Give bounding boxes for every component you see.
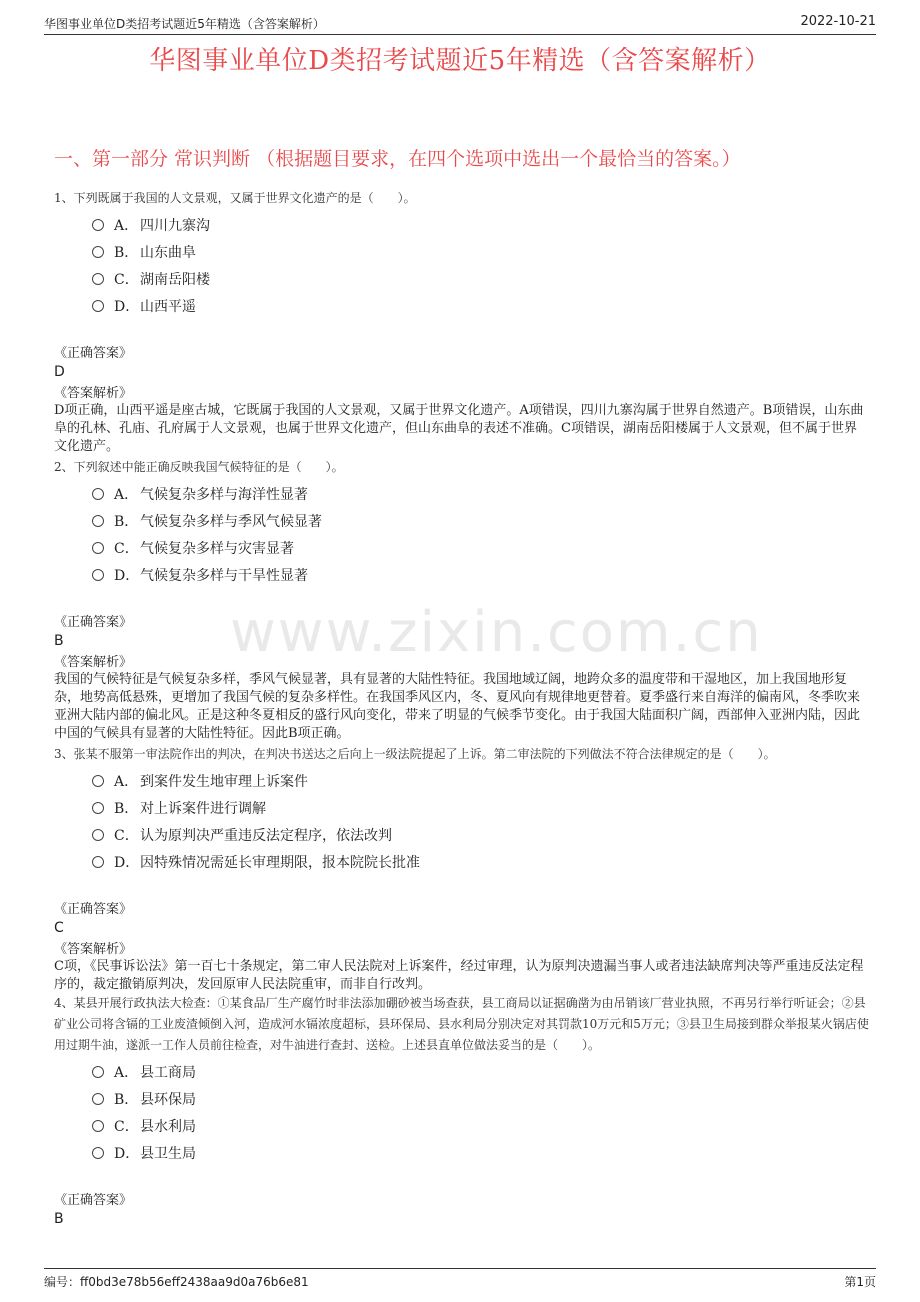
option-d[interactable]	[92, 294, 869, 321]
radio-icon[interactable]	[92, 1120, 104, 1132]
option-text: 县工商局	[140, 1065, 196, 1081]
header-title: 华图事业单位D类招考试题近5年精选（含答案解析）	[44, 17, 325, 31]
option-c[interactable]	[92, 536, 869, 563]
radio-icon[interactable]	[92, 542, 104, 554]
radio-icon[interactable]	[92, 300, 104, 312]
radio-icon[interactable]	[92, 273, 104, 285]
radio-icon[interactable]	[92, 246, 104, 258]
option-letter: D．	[114, 1146, 140, 1162]
explanation-text: C项，《民事诉讼法》第一百七十条规定，第二审人民法院对上诉案件，经过审理，认为原判决遗漏当事人或者违法缺席判决等严重违反法定程序的，裁定撤销原判决，发回原审人民法院重审，而非自行改判。	[54, 959, 864, 992]
page-footer	[44, 1268, 876, 1289]
radio-icon[interactable]	[92, 569, 104, 581]
option-letter: A．	[114, 1065, 139, 1081]
option-list	[92, 213, 869, 321]
option-text: 到案件发生地审理上诉案件	[140, 774, 308, 790]
option-text: 认为原判决严重违反法定程序，依法改判	[140, 828, 392, 844]
answer-value: D	[54, 364, 65, 380]
section-heading: 一、第一部分 常识判断 （根据题目要求，在四个选项中选出一个最恰当的答案。）	[54, 148, 741, 170]
answer-label: 《正确答案》	[54, 902, 133, 917]
radio-icon[interactable]	[92, 1066, 104, 1078]
explanation-text: D项正确，山西平遥是座古城，它既属于我国的人文景观，又属于世界文化遗产。A项错误，四川九寨沟属于世界自然遗产。B项错误，山东曲阜的孔林、孔庙、孔府属于人文景观，也属于世界文化遗产，但山东曲阜的表述不准确。C项错误，湖南岳阳楼属于人文景观，但不属于世界文化遗产。	[54, 403, 864, 454]
radio-icon[interactable]	[92, 488, 104, 500]
option-c[interactable]	[92, 267, 869, 294]
option-text: 气候复杂多样与海洋性显著	[140, 487, 308, 503]
option-c[interactable]	[92, 1114, 869, 1141]
option-text: 山东曲阜	[140, 245, 196, 261]
explanation-label: 《答案解析》	[54, 942, 133, 957]
option-letter: A．	[114, 774, 139, 790]
option-text: 县水利局	[140, 1119, 196, 1135]
radio-icon[interactable]	[92, 515, 104, 527]
option-d[interactable]	[92, 850, 869, 877]
radio-icon[interactable]	[92, 219, 104, 231]
document-id: 编号：ff0bd3e78b56eff2438aa9d0a76b6e81	[44, 1275, 309, 1289]
option-b[interactable]	[92, 1087, 869, 1114]
page-header	[44, 12, 876, 35]
option-b[interactable]	[92, 240, 869, 267]
option-a[interactable]	[92, 1060, 869, 1087]
header-date: 2022-10-21	[800, 14, 876, 29]
page-number: 第1页	[844, 1275, 876, 1289]
radio-icon[interactable]	[92, 1093, 104, 1105]
option-letter: B．	[114, 245, 139, 261]
option-letter: B．	[114, 514, 139, 530]
option-d[interactable]	[92, 1141, 869, 1168]
answer-label: 《正确答案》	[54, 346, 133, 361]
question-stem: 2、下列叙述中能正确反映我国气候特征的是（ ）。	[54, 460, 344, 474]
option-b[interactable]	[92, 796, 869, 823]
option-letter: A．	[114, 487, 139, 503]
option-letter: C．	[114, 1119, 139, 1135]
option-a[interactable]	[92, 769, 869, 796]
explanation-label: 《答案解析》	[54, 386, 133, 401]
option-text: 气候复杂多样与季风气候显著	[140, 514, 322, 530]
option-text: 对上诉案件进行调解	[140, 801, 266, 817]
option-text: 县环保局	[140, 1092, 196, 1108]
radio-icon[interactable]	[92, 829, 104, 841]
explanation-text: 我国的气候特征是气候复杂多样，季风气候显著，具有显著的大陆性特征。我国地域辽阔，地跨众多的温度带和干湿地区，加上我国地形复杂，地势高低悬殊，更增加了我国气候的复杂多样性。在我国季风区内，冬、夏风向有规律地更替着。夏季盛行来自海洋的偏南风，冬季吹来亚洲大陆内部的偏北风。正是这种冬夏相反的盛行风向变化，带来了明显的气候季节变化。由于我国大陆面积广阔，西部伸入亚洲内陆，因此中国的气候具有显著的大陆性特征。因此B项正确。	[54, 672, 861, 741]
option-text: 因特殊情况需延长审理期限，报本院院长批准	[140, 855, 420, 871]
option-b[interactable]	[92, 509, 869, 536]
question-3	[54, 744, 869, 994]
option-letter: C．	[114, 828, 139, 844]
option-text: 气候复杂多样与灾害显著	[140, 541, 294, 557]
option-a[interactable]	[92, 213, 869, 240]
option-a[interactable]	[92, 482, 869, 509]
option-letter: B．	[114, 801, 139, 817]
radio-icon[interactable]	[92, 856, 104, 868]
question-stem: 4、某县开展行政执法大检查：①某食品厂生产腐竹时非法添加硼砂被当场查获，县工商局以证据确凿为由吊销该厂营业执照，不再另行举行听证会；②县矿业公司将含镉的工业废渣倾倒入河，造成河水镉浓度超标，县环保局、县水利局分别决定对其罚款10万元和5万元；③县卫生局接到群众举报某火锅店使用过期牛油，遂派一工作人员前往检查，对牛油进行查封、送检。上述县直单位做法妥当的是（ ）。	[54, 996, 869, 1052]
radio-icon[interactable]	[92, 1147, 104, 1159]
option-letter: D．	[114, 568, 140, 584]
option-text: 湖南岳阳楼	[140, 272, 210, 288]
option-list	[92, 1060, 869, 1168]
question-stem: 1、下列既属于我国的人文景观，又属于世界文化遗产的是（ ）。	[54, 191, 416, 205]
option-letter: A．	[114, 218, 139, 234]
question-2	[54, 457, 869, 743]
option-letter: C．	[114, 541, 139, 557]
option-text: 四川九寨沟	[140, 218, 210, 234]
question-stem: 3、张某不服第一审法院作出的判决，在判决书送达之后向上一级法院提起了上诉。第二审法院的下列做法不符合法律规定的是（ ）。	[54, 747, 776, 761]
answer-value: C	[54, 920, 64, 936]
radio-icon[interactable]	[92, 775, 104, 787]
answer-label: 《正确答案》	[54, 615, 133, 630]
option-list	[92, 769, 869, 877]
option-letter: D．	[114, 299, 140, 315]
option-d[interactable]	[92, 563, 869, 590]
question-4	[54, 993, 869, 1228]
option-text: 气候复杂多样与干旱性显著	[140, 568, 308, 584]
answer-value: B	[54, 633, 64, 649]
radio-icon[interactable]	[92, 802, 104, 814]
option-letter: C．	[114, 272, 139, 288]
option-text: 县卫生局	[140, 1146, 196, 1162]
option-letter: B．	[114, 1092, 139, 1108]
option-c[interactable]	[92, 823, 869, 850]
document-title: 华图事业单位D类招考试题近5年精选（含答案解析）	[149, 46, 771, 76]
question-1	[54, 188, 869, 456]
answer-label: 《正确答案》	[54, 1193, 133, 1208]
option-list	[92, 482, 869, 590]
explanation-label: 《答案解析》	[54, 655, 133, 670]
option-text: 山西平遥	[140, 299, 196, 315]
answer-value: B	[54, 1211, 64, 1227]
watermark: www.zixin.com.cn	[230, 600, 763, 665]
option-letter: D．	[114, 855, 140, 871]
